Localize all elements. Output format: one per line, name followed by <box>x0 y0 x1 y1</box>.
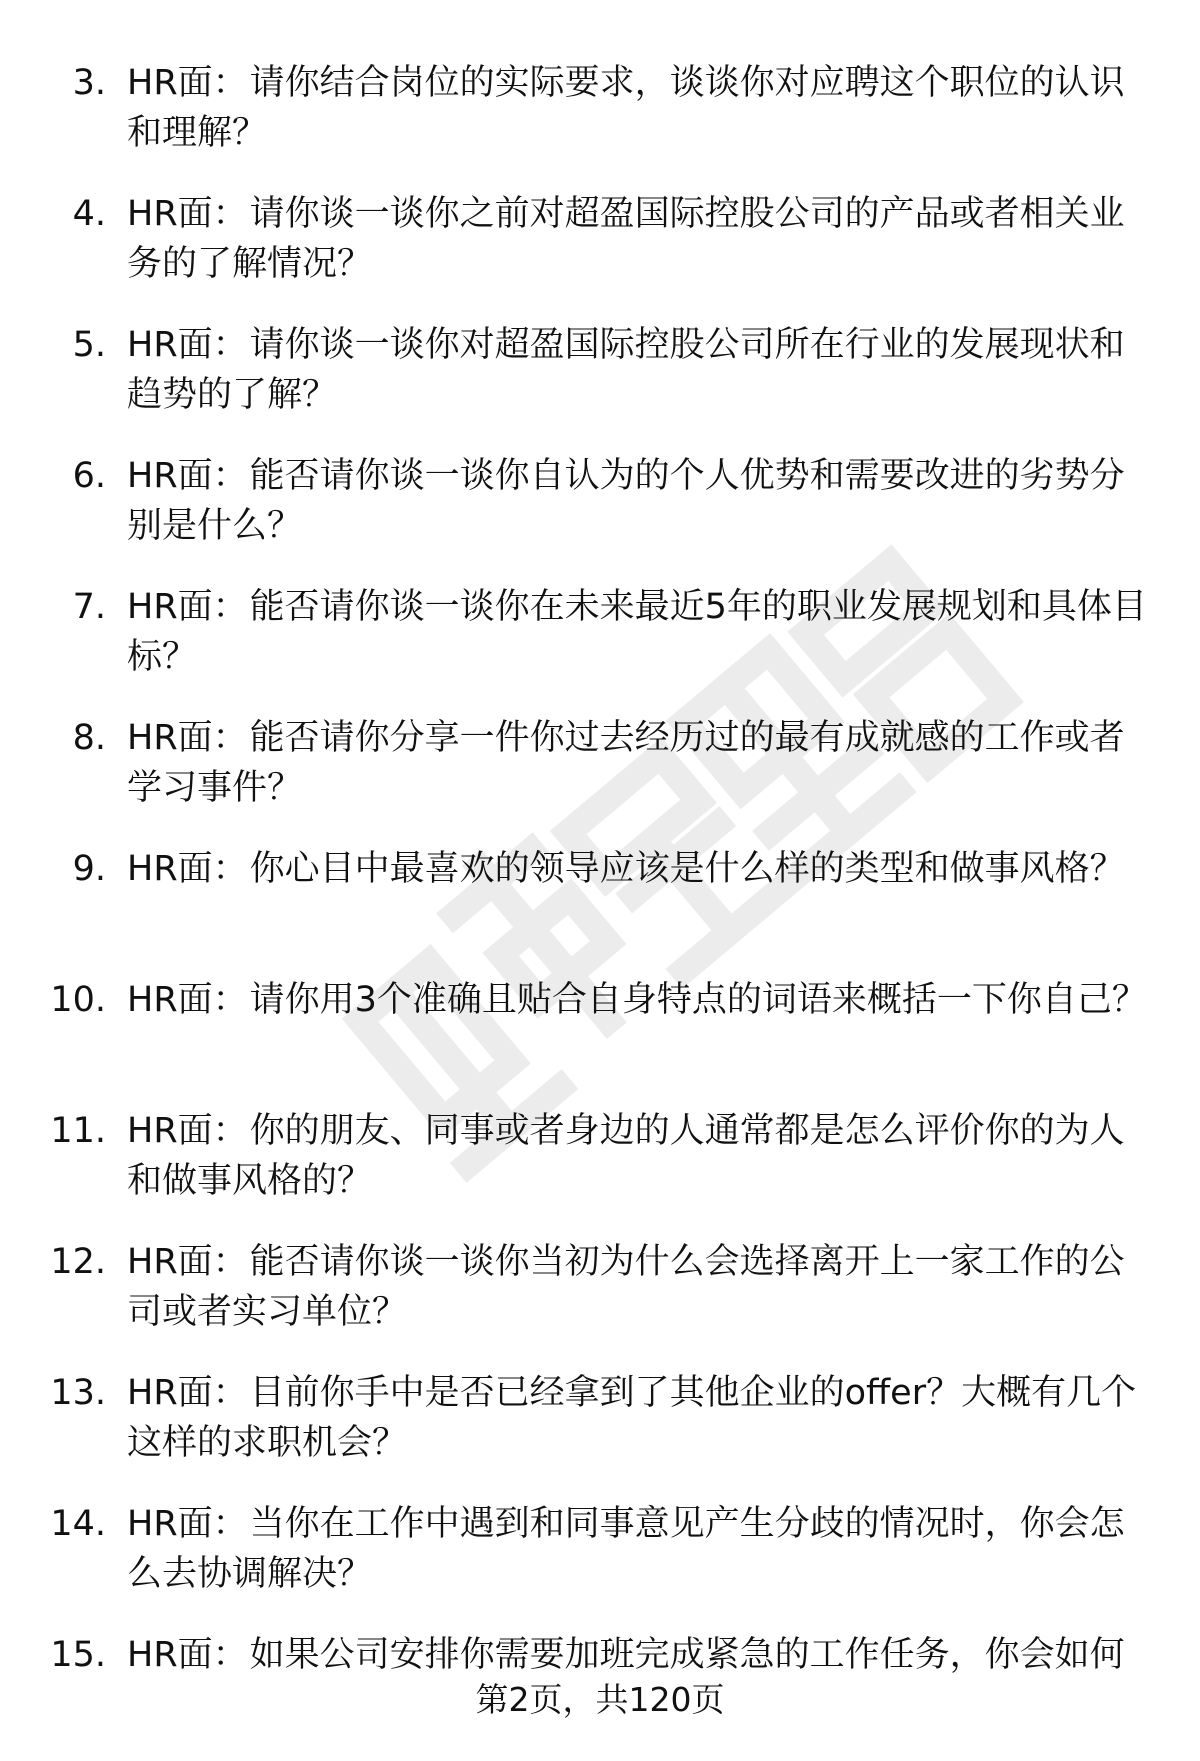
question-item <box>0 1499 1200 1630</box>
question-text <box>127 189 1157 289</box>
question-item <box>0 58 1200 189</box>
question-text <box>127 1237 1157 1337</box>
question-prefix: HR面： <box>127 587 248 627</box>
question-text <box>127 713 1157 813</box>
question-number: 3. <box>72 63 106 103</box>
question-item <box>0 844 1200 975</box>
question-prefix: HR面： <box>127 718 248 758</box>
question-body: 能否请你分享一件你过去经历过的最有成就感的工作或者学习事件？ <box>127 718 1125 808</box>
question-body: 能否请你谈一谈你在未来最近5年的职业发展规划和具体目标？ <box>127 587 1147 677</box>
question-number: 12. <box>50 1242 106 1282</box>
question-text <box>127 451 1157 551</box>
question-item <box>0 1237 1200 1368</box>
question-prefix: HR面： <box>127 849 248 889</box>
question-text <box>127 844 1157 894</box>
question-body: 如果公司安排你需要加班完成紧急的工作任务，你会如何 <box>249 1635 1125 1675</box>
question-number: 7. <box>72 587 106 627</box>
question-text <box>127 320 1157 420</box>
question-item <box>0 1368 1200 1499</box>
question-item <box>0 451 1200 582</box>
question-prefix: HR面： <box>127 456 248 496</box>
question-prefix: HR面： <box>127 980 248 1020</box>
question-text <box>127 1630 1157 1680</box>
question-number: 8. <box>72 718 106 758</box>
question-text <box>127 58 1157 158</box>
question-prefix: HR面： <box>127 325 248 365</box>
question-body: 请你谈一谈你对超盈国际控股公司所在行业的发展现状和趋势的了解？ <box>127 325 1125 415</box>
question-prefix: HR面： <box>127 194 248 234</box>
question-body: 你的朋友、同事或者身边的人通常都是怎么评价你的为人和做事风格的？ <box>127 1111 1125 1201</box>
question-body: 能否请你谈一谈你当初为什么会选择离开上一家工作的公司或者实习单位？ <box>127 1242 1125 1332</box>
question-prefix: HR面： <box>127 1111 248 1151</box>
question-body: 请你结合岗位的实际要求，谈谈你对应聘这个职位的认识和理解？ <box>127 63 1125 153</box>
question-body: 目前你手中是否已经拿到了其他企业的offer？大概有几个这样的求职机会？ <box>127 1373 1137 1463</box>
question-item <box>0 320 1200 451</box>
question-number: 9. <box>72 849 106 889</box>
question-number: 10. <box>50 980 106 1020</box>
question-prefix: HR面： <box>127 1635 248 1675</box>
question-item <box>0 1106 1200 1237</box>
question-body: 请你用3个准确且贴合自身特点的词语来概括一下你自己？ <box>249 980 1147 1020</box>
question-number: 14. <box>50 1504 106 1544</box>
question-body: 能否请你谈一谈你自认为的个人优势和需要改进的劣势分别是什么？ <box>127 456 1125 546</box>
question-number: 4. <box>72 194 106 234</box>
question-prefix: HR面： <box>127 1504 248 1544</box>
question-item <box>0 582 1200 713</box>
question-body: 请你谈一谈你之前对超盈国际控股公司的产品或者相关业务的了解情况？ <box>127 194 1125 284</box>
question-prefix: HR面： <box>127 1373 248 1413</box>
question-prefix: HR面： <box>127 1242 248 1282</box>
question-number: 13. <box>50 1373 106 1413</box>
question-text <box>127 975 1157 1025</box>
question-number: 6. <box>72 456 106 496</box>
question-body: 你心目中最喜欢的领导应该是什么样的类型和做事风格？ <box>249 849 1125 889</box>
question-text <box>127 1499 1157 1599</box>
question-item <box>0 713 1200 844</box>
question-prefix: HR面： <box>127 63 248 103</box>
question-item <box>0 189 1200 320</box>
question-body: 当你在工作中遇到和同事意见产生分歧的情况时，你会怎么去协调解决？ <box>127 1504 1125 1594</box>
question-item <box>0 975 1200 1106</box>
question-number: 11. <box>50 1111 106 1151</box>
question-list <box>0 58 1200 1761</box>
question-number: 15. <box>50 1635 106 1675</box>
question-number: 5. <box>72 325 106 365</box>
question-text <box>127 582 1157 682</box>
question-text <box>127 1106 1157 1206</box>
question-text <box>127 1368 1157 1468</box>
page-footer: 第2页，共120页 <box>475 1680 725 1719</box>
